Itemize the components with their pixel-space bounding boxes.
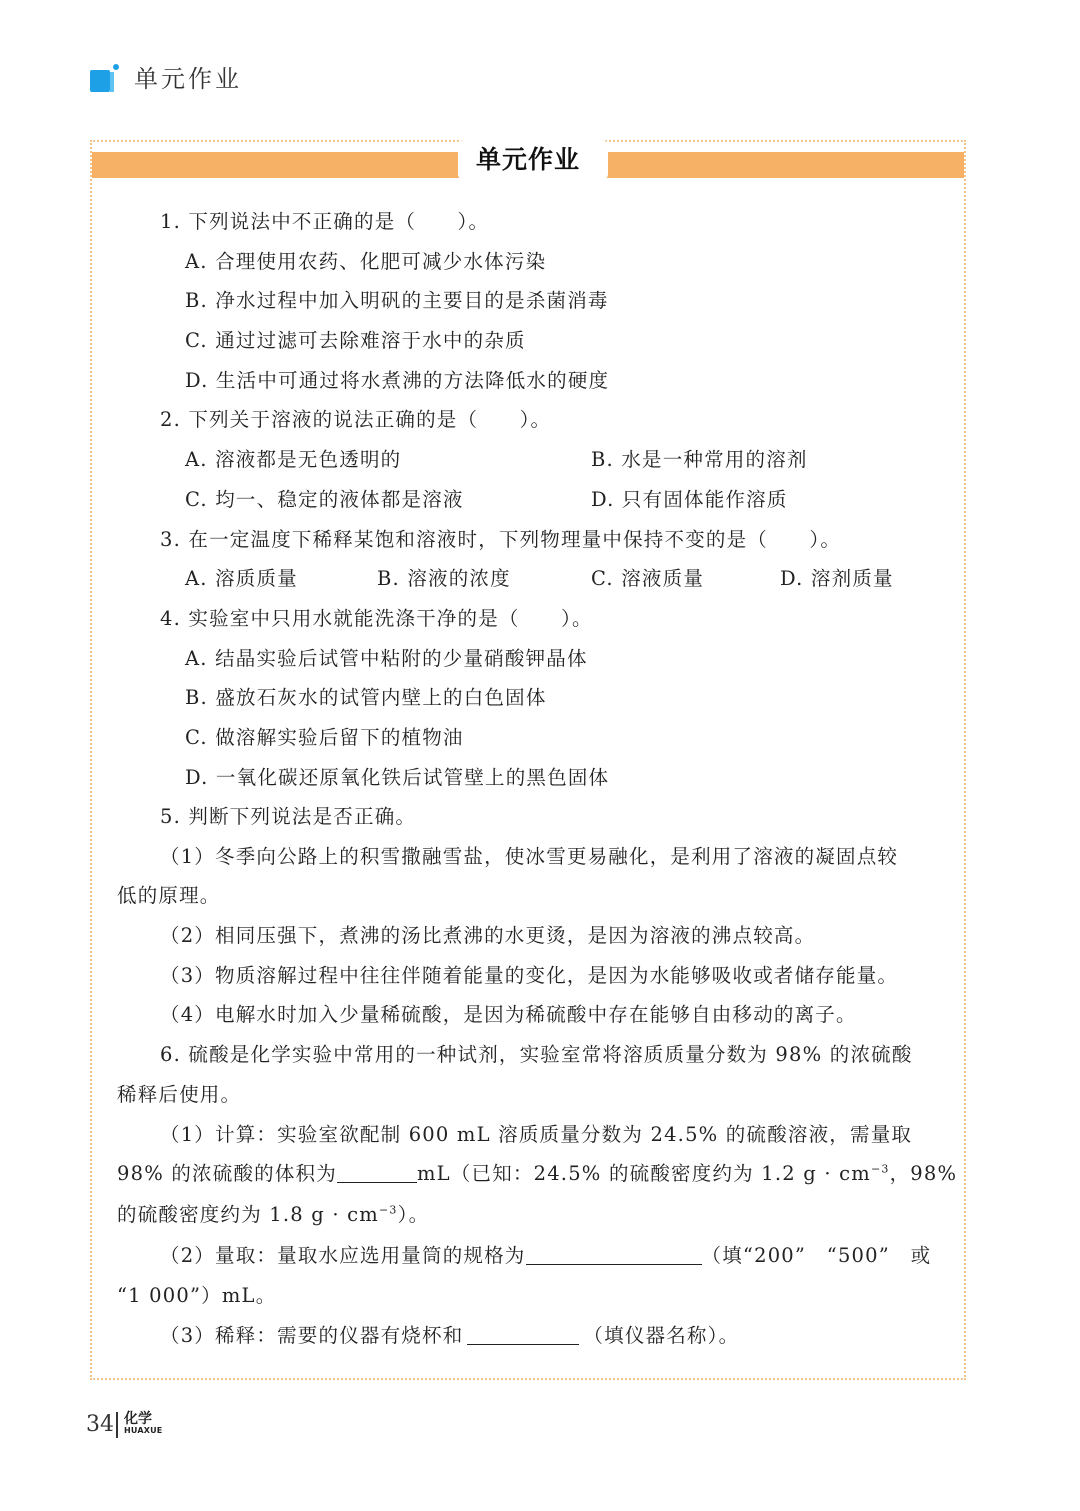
section-title: 单元作业 (475, 145, 580, 174)
header-title: 单元作业 (134, 65, 242, 93)
q6-item-3-text-a: （3）稀释：需要的仪器有烧杯和 (160, 1324, 464, 1347)
q2-option-a: A. 溶液都是无色透明的 (185, 448, 402, 471)
q6-item-1-line3 (117, 1201, 429, 1229)
q5-item-3: （3）物质溶解过程中往往伴随着能量的变化，是因为水能够吸收或者储存能量。 (160, 964, 899, 987)
q1-option-a: A. 合理使用农药、化肥可减少水体污染 (185, 250, 547, 273)
q6-stem-line2: 稀释后使用。 (117, 1083, 242, 1106)
footer-divider (116, 1412, 118, 1438)
q2-option-d: D. 只有固体能作溶质 (591, 488, 788, 511)
page-number: 34 (86, 1412, 114, 1437)
footer-pinyin: HUAXUE (124, 1426, 163, 1435)
q6-item-2-text-b: （填“200” “500” 或 (701, 1244, 932, 1267)
q5-item-4: （4）电解水时加入少量稀硫酸，是因为稀硫酸中存在能够自由移动的离子。 (160, 1003, 857, 1026)
q3-option-c: C. 溶液质量 (591, 567, 705, 590)
q3-option-b: B. 溶液的浓度 (377, 567, 511, 590)
q6-item-3-text-b: （填仪器名称）。 (583, 1324, 740, 1347)
q4-option-d: D. 一氧化碳还原氧化铁后试管壁上的黑色固体 (185, 766, 610, 789)
q6-item-1-exponent-1: −3 (870, 1162, 890, 1176)
q1-option-b: B. 净水过程中加入明矾的主要目的是杀菌消毒 (185, 289, 609, 312)
q3-stem: 3. 在一定温度下稀释某饱和溶液时，下列物理量中保持不变的是（ ）。 (160, 528, 842, 551)
q4-stem: 4. 实验室中只用水就能洗涤干净的是（ ）。 (160, 607, 593, 630)
q4-option-c: C. 做溶解实验后留下的植物油 (185, 726, 464, 749)
q1-option-d: D. 生活中可通过将水煮沸的方法降低水的硬度 (185, 369, 610, 392)
q6-item-1-text-a: 98% 的浓硫酸的体积为 (117, 1162, 337, 1185)
q3-option-d: D. 溶剂质量 (780, 567, 894, 590)
answer-blank-volume[interactable] (337, 1162, 417, 1183)
q6-item-1-line2 (117, 1160, 957, 1188)
q6-item-1-text-d: 的硫酸密度约为 1.8 g · cm (117, 1203, 379, 1226)
q6-item-1-exponent-2: −3 (379, 1203, 398, 1217)
q6-stem-line1: 6. 硫酸是化学实验中常用的一种试剂，实验室常将溶质质量分数为 98% 的浓硫酸 (160, 1043, 913, 1066)
q3-option-a: A. 溶质质量 (185, 567, 298, 590)
answer-blank-instrument[interactable] (467, 1324, 579, 1345)
q2-stem: 2. 下列关于溶液的说法正确的是（ ）。 (160, 408, 552, 431)
q6-item-1-text-c: ，98% (889, 1162, 958, 1185)
book-logo-icon (90, 64, 120, 92)
q5-stem: 5. 判断下列说法是否正确。 (160, 805, 417, 828)
q4-option-b: B. 盛放石灰水的试管内壁上的白色固体 (185, 686, 547, 709)
q6-item-2-text-a: （2）量取：量取水应选用量筒的规格为 (160, 1244, 526, 1267)
q6-item-1-text-e: ）。 (397, 1203, 430, 1226)
q6-item-1-line1: （1）计算：实验室欲配制 600 mL 溶质质量分数为 24.5% 的硫酸溶液，需量取 (160, 1123, 913, 1146)
q2-option-c: C. 均一、稳定的液体都是溶液 (185, 488, 464, 511)
q1-option-c: C. 通过过滤可去除难溶于水中的杂质 (185, 329, 526, 352)
q5-item-2: （2）相同压强下，煮沸的汤比煮沸的水更烫，是因为溶液的沸点较高。 (160, 924, 816, 947)
q2-option-b: B. 水是一种常用的溶剂 (591, 448, 808, 471)
q6-item-1-text-b: mL（已知：24.5% 的硫酸密度约为 1.2 g · cm (416, 1162, 871, 1185)
answer-blank-cylinder[interactable] (526, 1244, 702, 1265)
q5-item-1-line1: （1）冬季向公路上的积雪撒融雪盐，使冰雪更易融化，是利用了溶液的凝固点较 (160, 845, 899, 868)
q6-item-2-line1 (160, 1242, 931, 1270)
q4-option-a: A. 结晶实验后试管中粘附的少量硝酸钾晶体 (185, 647, 588, 670)
footer-subject: 化学 (124, 1411, 152, 1427)
exercise-frame (90, 140, 966, 1380)
q6-item-2-line2: “1 000”）mL。 (117, 1284, 277, 1307)
q1-stem: 1. 下列说法中不正确的是（ ）。 (160, 210, 490, 233)
q6-item-3 (160, 1322, 739, 1350)
q5-item-1-line2: 低的原理。 (117, 884, 221, 907)
